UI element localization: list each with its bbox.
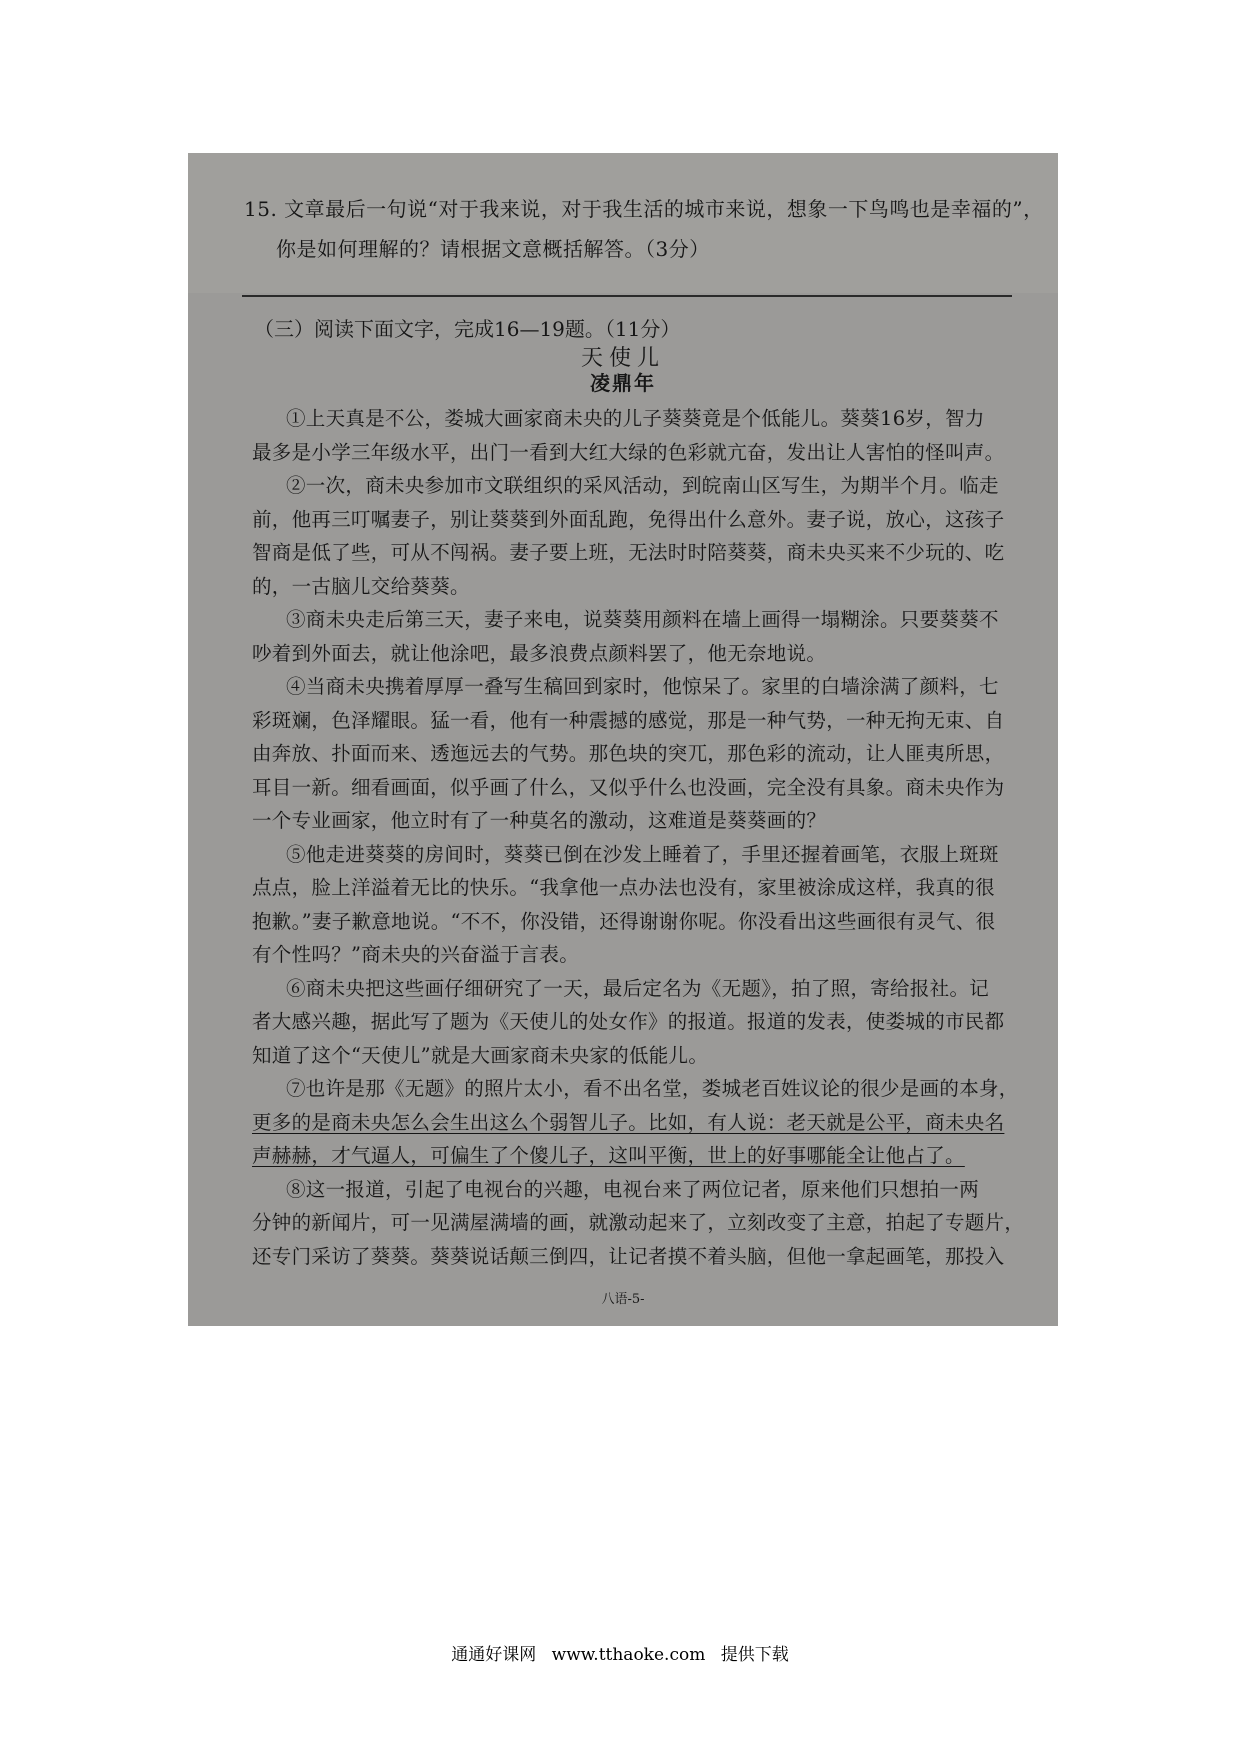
exam-page-photo — [188, 153, 1058, 1326]
passage-line: 者大感兴趣，据此写了题为《天使儿的处女作》的报道。报道的发表，使娄城的市民都 — [252, 1010, 1005, 1033]
passage-line: 抱歉。”妻子歉意地说。“不不，你没错，还得谢谢你呢。你没看出这些画很有灵气、很 — [252, 909, 996, 933]
passage-line: ①上天真是不公，娄城大画家商未央的儿子葵葵竟是个低能儿。葵葵16岁，智力 — [286, 407, 985, 430]
passage-line: ④当商未央携着厚厚一叠写生稿回到家时，他惊呆了。家里的白墙涂满了颜料，七 — [286, 675, 999, 698]
photo-top-band — [188, 153, 1058, 293]
passage-line: 吵着到外面去，就让他涂吧，最多浪费点颜料罢了，他无奈地说。 — [252, 641, 827, 665]
passage-line: 知道了这个“天使儿”就是大画家商未央家的低能儿。 — [252, 1043, 709, 1067]
passage-line: ⑧这一报道，引起了电视台的兴趣，电视台来了两位记者，原来他们只想拍一两 — [286, 1177, 980, 1201]
passage-line: 的，一古脑儿交给葵葵。 — [252, 574, 470, 598]
passage-line: ⑥商未央把这些画仔细研究了一天，最后定名为《无题》，拍了照，寄给报社。记 — [286, 976, 990, 1000]
question-15-line-2: 你是如何理解的？请根据文意概括解答。（3分） — [276, 237, 710, 261]
answer-line — [242, 295, 1012, 297]
passage-line: 还专门采访了葵葵。葵葵说话颠三倒四，让记者摸不着头脑，但他一拿起画笔，那投入 — [252, 1244, 1005, 1268]
passage-line: 有个性吗？”商未央的兴奋溢于言表。 — [252, 943, 580, 966]
passage-line: 最多是小学三年级水平，出门一看到大红大绿的色彩就亢奋，发出让人害怕的怪叫声。 — [252, 440, 1005, 464]
passage-line: 智商是低了些，可从不闯祸。妻子要上班，无法时时陪葵葵，商未央买来不少玩的、吃 — [252, 541, 1005, 564]
passage-line: 耳目一新。细看画面，似乎画了什么，又似乎什么也没画，完全没有具象。商未央作为 — [252, 775, 1005, 799]
passage-line: ③商未央走后第三天，妻子来电，说葵葵用颜料在墙上画得一塌糊涂。只要葵葵不 — [286, 608, 999, 631]
story-title: 天使儿 — [580, 346, 665, 371]
passage-line: 分钟的新闻片，可一见满屋满墙的画，就激动起来了，立刻改变了主意，拍起了专题片， — [252, 1211, 1025, 1234]
watermark-site-name: 通通好课网 — [451, 1645, 537, 1665]
passage-line: 由奔放、扑面而来、透迤远去的气势。那色块的突兀，那色彩的流动，让人匪夷所思， — [252, 742, 1005, 765]
download-watermark — [0, 1640, 1240, 1665]
section-3-heading: （三）阅读下面文字，完成16—19题。（11分） — [254, 317, 681, 341]
passage-line: ⑤他走进葵葵的房间时，葵葵已倒在沙发上睡着了，手里还握着画笔，衣服上斑斑 — [286, 842, 999, 866]
passage-line: 前，他再三叮嘱妻子，别让葵葵到外面乱跑，免得出什么意外。妻子说，放心，这孩子 — [252, 507, 1005, 531]
question-15-line-1: 15. 文章最后一句说“对于我来说，对于我生活的城市来说，想象一下鸟鸣也是幸福的”， — [244, 197, 1044, 221]
watermark-url[interactable]: www.tthaoke.com — [551, 1645, 706, 1665]
passage-line: ②一次，商未央参加市文联组织的采风活动，到皖南山区写生，为期半个月。临走 — [286, 474, 999, 497]
passage-line: 更多的是商未央怎么会生出这么个弱智儿子。比如，有人说：老天就是公平，商未央名 — [252, 1110, 1005, 1134]
passage-line: 彩斑斓，色泽耀眼。猛一看，他有一种震撼的感觉，那是一种气势，一种无拘无束、自 — [252, 708, 1005, 732]
story-author: 凌鼎年 — [590, 371, 656, 395]
passage-line: 点点，脸上洋溢着无比的快乐。“我拿他一点办法也没有，家里被涂成这样，我真的很 — [252, 876, 995, 899]
page-number: 八语-5- — [601, 1292, 645, 1307]
watermark-suffix: 提供下载 — [720, 1645, 789, 1665]
passage-line: ⑦也许是那《无题》的照片太小，看不出名堂，娄城老百姓议论的很少是画的本身， — [286, 1077, 1019, 1100]
passage-line: 一个专业画家，他立时有了一种莫名的激动，这难道是葵葵画的？ — [252, 809, 827, 832]
passage-line: 声赫赫，才气逼人，可偏生了个傻儿子，这叫平衡，世上的好事哪能全让他占了。 — [252, 1144, 965, 1167]
